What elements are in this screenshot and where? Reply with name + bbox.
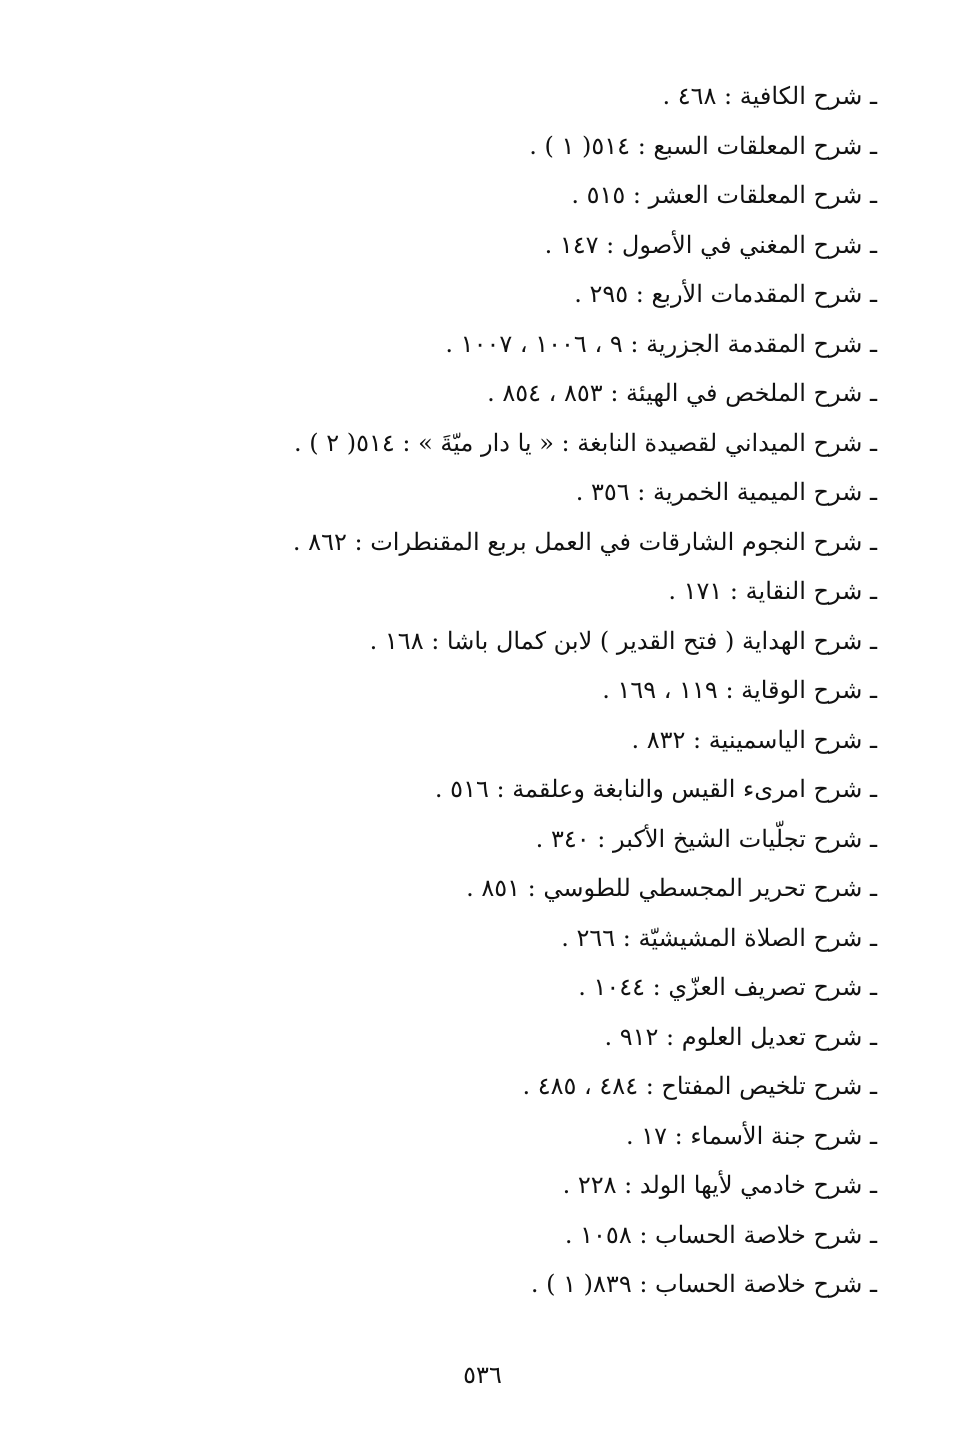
index-entry: ـ شرح النقاية : ١٧١ . (668, 577, 877, 605)
index-entry: ـ شرح خادمي لأيها الولد : ٢٢٨ . (562, 1171, 877, 1199)
index-entry: ـ شرح جنة الأسماء : ١٧ . (625, 1121, 877, 1150)
index-entry: ـ شرح تجلّيات الشيخ الأكبر : ٣٤٠ . (535, 824, 877, 853)
index-entry: ـ شرح تلخيص المفتاح : ٤٨٤ ، ٤٨٥ . (522, 1072, 877, 1100)
index-entry: ـ شرح خلاصة الحساب : ٨٣٩( ١ ) . (530, 1270, 877, 1298)
page-number: ٥٣٦ (463, 1361, 502, 1389)
index-entry: ـ شرح المعلقات العشر : ٥١٥ . (571, 181, 877, 209)
index-entry: ـ شرح الصلاة المشيشيّة : ٢٦٦ . (561, 923, 877, 952)
index-entry: ـ شرح المعلقات السبع : ٥١٤( ١ ) . (529, 131, 877, 160)
index-entry: ـ شرح تعديل العلوم : ٩١٢ . (604, 1022, 877, 1051)
index-entry: ـ شرح الميمية الخمرية : ٣٥٦ . (575, 478, 877, 506)
index-entry: ـ شرح الملخص في الهيئة : ٨٥٣ ، ٨٥٤ . (487, 379, 877, 407)
index-entry-list (237, 72, 877, 1310)
index-entry: ـ شرح الوقاية : ١١٩ ، ١٦٩ . (602, 676, 877, 704)
index-entry: ـ شرح امرىء القيس والنابغة وعلقمة : ٥١٦ . (434, 775, 877, 803)
index-entry: ـ شرح الكافية : ٤٦٨ . (662, 82, 877, 110)
index-entry: ـ شرح المقدمات الأربع : ٢٩٥ . (574, 280, 877, 308)
index-entry: ـ شرح تحرير المجسطي للطوسي : ٨٥١ . (466, 874, 877, 902)
index-entry: ـ شرح خلاصة الحساب : ١٠٥٨ . (564, 1220, 877, 1249)
index-entry: ـ شرح المغني في الأصول : ١٤٧ . (544, 230, 877, 259)
index-entry: ـ شرح تصريف العزّي : ١٠٤٤ . (578, 973, 877, 1001)
index-entry: ـ شرح المقدمة الجزرية : ٩ ، ١٠٠٦ ، ١٠٠٧ . (445, 329, 877, 358)
index-entry: ـ شرح الميداني لقصيدة النابغة : « يا دار ميّةَ » : ٥١٤( ٢ ) . (293, 428, 877, 457)
index-entry: ـ شرح الهداية ( فتح القدير ) لابن كمال باشا : ١٦٨ . (369, 626, 877, 655)
index-entry: ـ شرح النجوم الشارقات في العمل بربع المقنطرات : ٨٦٢ . (292, 527, 877, 556)
index-entry: ـ شرح الياسمينية : ٨٣٢ . (631, 725, 877, 754)
